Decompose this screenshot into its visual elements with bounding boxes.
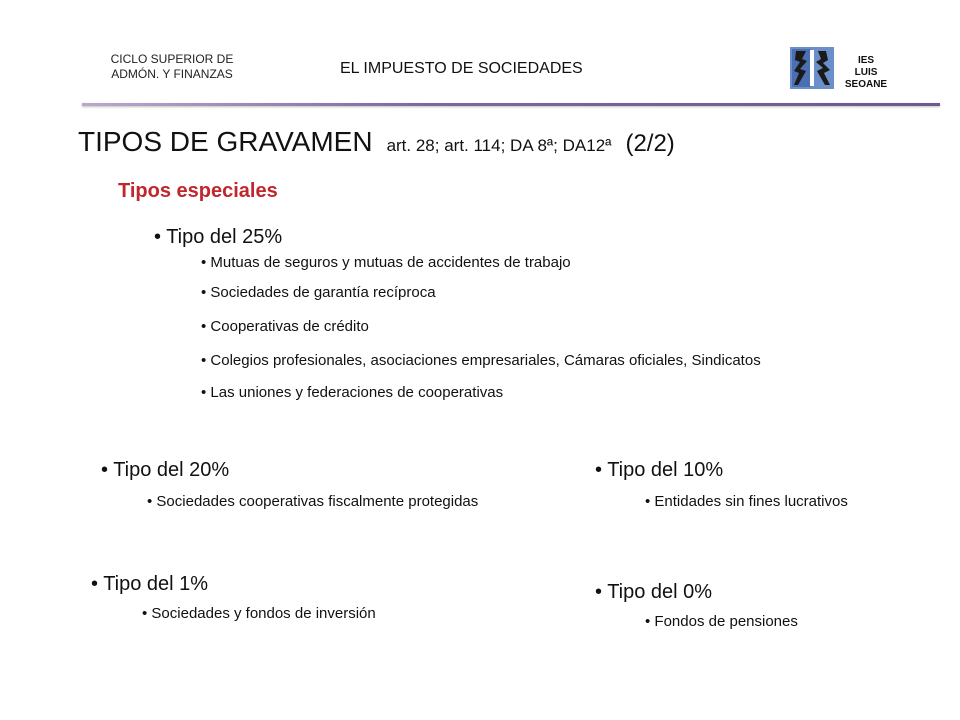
group-20-heading-text: Tipo del 20% — [113, 459, 230, 481]
group-1-item: • Sociedades y fondos de inversión — [142, 605, 376, 622]
group-25-heading-text: Tipo del 25% — [166, 226, 283, 248]
group-25-item: • Mutuas de seguros y mutuas de accidentes de trabajo — [201, 254, 571, 271]
school-logo-icon — [790, 47, 834, 89]
course-label — [86, 52, 258, 82]
list-item-text: Colegios profesionales, asociaciones empresariales, Cámaras oficiales, Sindicatos — [210, 352, 761, 369]
group-25-item: • Sociedades de garantía recíproca — [201, 284, 436, 301]
section-subtitle: Tipos especiales — [118, 180, 278, 202]
group-25-heading: • Tipo del 25% — [154, 226, 283, 248]
title-page-indicator: (2/2) — [625, 130, 675, 157]
group-10-item: • Entidades sin fines lucrativos — [645, 493, 848, 510]
school-line-2: LUIS SEOANE — [844, 67, 888, 90]
list-item-text: Mutuas de seguros y mutuas de accidentes de trabajo — [210, 254, 571, 271]
title-main: TIPOS DE GRAVAMEN — [78, 126, 373, 157]
group-1-heading: • Tipo del 1% — [91, 573, 209, 595]
group-1-heading-text: Tipo del 1% — [103, 573, 209, 595]
header-divider — [82, 103, 940, 106]
group-0-heading-text: Tipo del 0% — [607, 581, 713, 603]
group-20-item: • Sociedades cooperativas fiscalmente protegidas — [147, 493, 479, 510]
group-0-item: • Fondos de pensiones — [645, 613, 798, 630]
list-item-text: Fondos de pensiones — [654, 613, 798, 630]
course-line-2: ADMÓN. Y FINANZAS — [111, 67, 233, 81]
list-item-text: Sociedades de garantía recíproca — [210, 284, 436, 301]
group-0-heading: • Tipo del 0% — [595, 581, 713, 603]
list-item-text: Las uniones y federaciones de cooperativas — [210, 384, 504, 401]
school-name — [836, 55, 896, 91]
list-item-text: Sociedades cooperativas fiscalmente protegidas — [156, 493, 479, 510]
group-25-item: • Cooperativas de crédito — [201, 318, 369, 335]
group-10-heading: • Tipo del 10% — [595, 459, 724, 481]
list-item-text: Cooperativas de crédito — [210, 318, 369, 335]
group-25-item: • Colegios profesionales, asociaciones empresariales, Cámaras oficiales, Sindicatos — [201, 352, 761, 369]
school-line-1: IES — [857, 55, 875, 66]
header-topic: EL IMPUESTO DE SOCIEDADES — [340, 60, 583, 77]
slide-title — [78, 126, 675, 158]
title-legal-refs: art. 28; art. 114; DA 8ª; DA12ª — [386, 136, 612, 155]
list-item-text: Entidades sin fines lucrativos — [654, 493, 848, 510]
group-10-heading-text: Tipo del 10% — [607, 459, 724, 481]
group-20-heading: • Tipo del 20% — [101, 459, 230, 481]
group-25-item: • Las uniones y federaciones de cooperativas — [201, 384, 504, 401]
list-item-text: Sociedades y fondos de inversión — [151, 605, 376, 622]
course-line-1: CICLO SUPERIOR DE — [110, 52, 234, 66]
